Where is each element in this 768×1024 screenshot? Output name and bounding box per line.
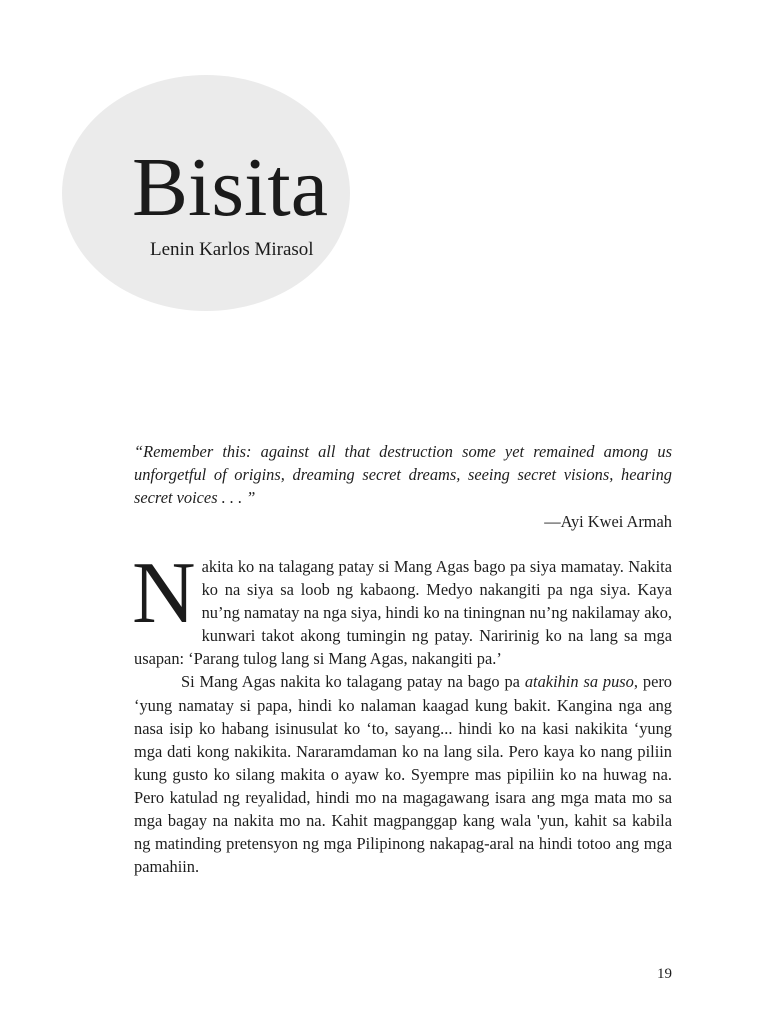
author-name: Lenin Karlos Mirasol <box>150 239 314 260</box>
paragraph-1 <box>132 545 672 670</box>
epigraph-attribution: —Ayi Kwei Armah <box>544 512 672 531</box>
paragraph-2 <box>134 670 672 878</box>
epigraph <box>134 440 672 533</box>
epigraph-quote: “Remember this: against all that destruction some yet remained among us unforgetful of origins, dreaming secret dreams, seeing secret visions, hearing secret voices . . . ” <box>134 442 672 507</box>
drop-cap: N <box>132 545 196 642</box>
paragraph-2-text-end: , pero ‘yung namatay si papa, hindi ko nalaman kaagad kung bakit. Kangina nga ang nasa isip ko habang isinusulat ko ‘to, sayang... hindi ko na kasi nakikita ‘yung mga dati kong nakikita. Nararamdaman ko na lang sila. Pero kaya ko nang piliin kung gusto ko silang makita o ayaw ko. Syempre mas pipiliin ko na huwag na. Pero katulad ng reyalidad, hindi mo na magagawang isara ang mga mata mo sa mga bagay na nakita mo na. Kahit magpanggap kang wala 'yun, kahit sa kabila ng matinding pretensyon ng mga Pilipinong nakapag-aral na hindi totoo ang mga pamahiin. <box>134 672 673 877</box>
story-body <box>132 545 673 878</box>
paragraph-2-text-start: Si Mang Agas nakita ko talagang patay na bago pa <box>181 672 525 692</box>
paragraph-1-text: akita ko na talagang patay si Mang Agas bago pa siya mamatay. Nakita ko na siya sa loob ng kabaong. Medyo nakangiti pa nga siya. Kaya nu’ng namatay na nga siya, hindi ko na tiningnan nu’ng nakilamay ako, kunwari takot akong tumingin ng patay. Naririnig ko na lang sa mga usapan: ‘Parang tulog lang si Mang Agas, nakangiti pa.’ <box>134 557 672 669</box>
story-title: Bisita <box>132 141 329 234</box>
page-number: 19 <box>657 966 672 982</box>
paragraph-2-emphasis: atakihin sa puso <box>524 672 634 692</box>
